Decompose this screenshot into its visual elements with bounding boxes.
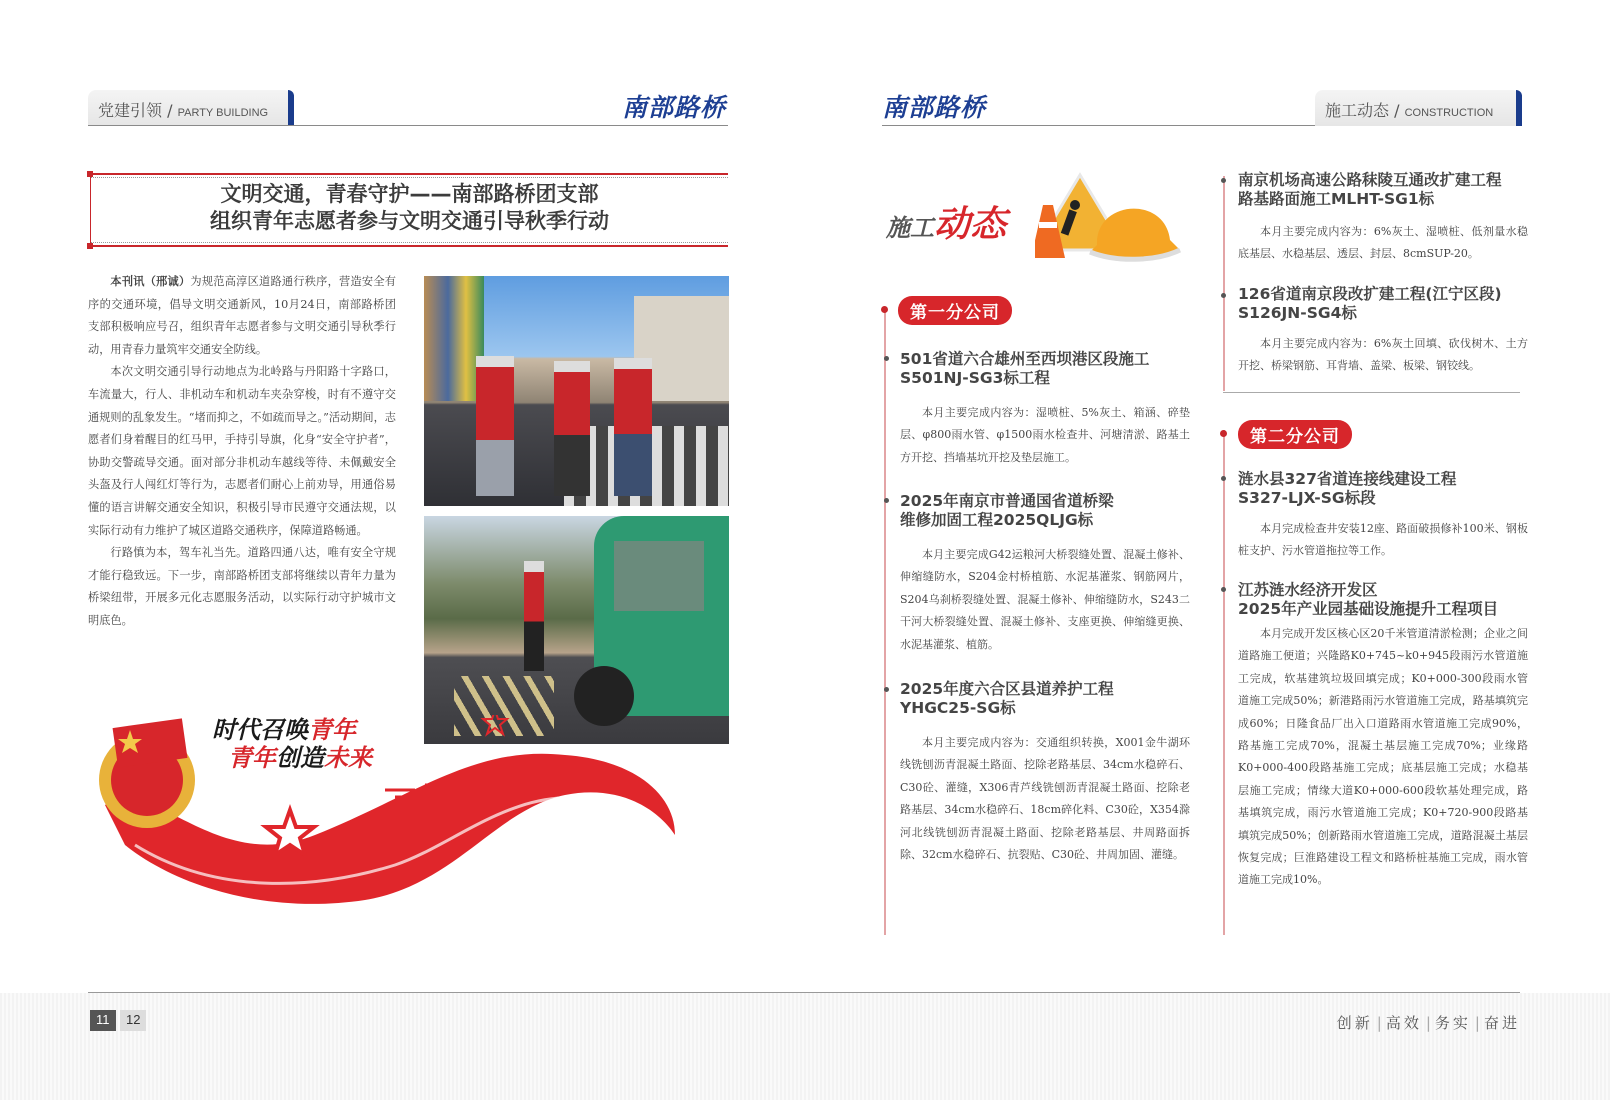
project-item [1238, 581, 1528, 892]
project-item [900, 350, 1190, 469]
project-title: 2025年度六合区县道养护工程 YHGC25-SG标 [900, 680, 1114, 717]
project-item [900, 492, 1190, 656]
construction-feature-title: 施工动态 [886, 204, 1007, 245]
project-title: 江苏涟水经济开发区 2025年产业园基础设施提升工程项目 [1238, 581, 1499, 618]
section-tab-cn: 施工动态 [1325, 101, 1390, 120]
column-divider [1223, 392, 1520, 393]
article-title-box [90, 173, 728, 247]
project-text: 本月主要完成内容为：交通组织转换，X001金牛湖环线铣刨沥青混凝土路面、挖除老路基层、34cm水稳碎石、C30砼、灌缝，X306青芦线铣刨沥青混凝土路面、挖除老路基层、34cm水稳碎石、18cm碎化料、C30砼，X354滁河北线铣刨沥青混凝土路面、挖除老路基层、井周路面拆除、32cm水稳碎石、抗裂贴、C30砼、井周加固、灌缝。 [900, 736, 1190, 862]
project-item [900, 680, 1190, 866]
page-number-left: 11 [90, 1010, 116, 1031]
project-text: 本月主要完成内容为：6%灰土、湿喷桩、低剂量水稳底基层、水稳基层、透层、封层、8cmSUP-20。 [1238, 225, 1528, 261]
project-text: 本月完成开发区核心区20千米管道清淤检测；企业之间道路施工便道；兴隆路K0+745~k0+945段雨污水管道施工完成，软基建筑垃圾回填完成；K0+000-300段雨水管道施工完成50%；新港路雨污水管道施工完成，路基填筑完成60%；日隆食品厂出入口道路雨水管道施工完成90%，路基施工完成70%，混凝土基层施工完成70%；业缘路K0+000-400段路基施工完成；底基层施工完成；水稳基层施工完成；情缘大道K0+000-600段软基处理完成，路基填筑完成，雨污水管道施工完成；K0+720-900段路基填筑完成50%；创新路雨水管道施工完成，道路混凝土基层恢复完成；巨淮路建设工程文和路桥桩基施工完成，雨水管道施工完成10%。 [1238, 627, 1528, 887]
bullet [1221, 293, 1226, 298]
timeline-line [1223, 176, 1225, 391]
banner-slogan: 时代召唤青年 青年创造未来 [212, 716, 372, 772]
section-tab-en: CONSTRUCTION [1404, 107, 1494, 119]
bullet [1221, 178, 1226, 183]
project-item [1238, 470, 1528, 563]
section-tab-party-building: 党建引领 / PARTY BUILDING [88, 90, 292, 126]
bullet [884, 356, 889, 361]
article-title: 文明交通，青春守护——南部路桥团支部 组织青年志愿者参与文明交通引导秋季行动 [210, 182, 609, 233]
section-tab-en: PARTY BUILDING [177, 107, 269, 119]
volunteer-street-photo [424, 516, 729, 744]
star-icon [483, 715, 507, 734]
bullet [1221, 587, 1226, 592]
footer-background [0, 993, 1610, 1100]
timeline-line [884, 310, 886, 935]
project-item [1238, 285, 1528, 378]
project-title: 2025年南京市普通国省道桥梁 维修加固工程2025QLJG标 [900, 492, 1114, 529]
company2-badge: 第二分公司 [1238, 420, 1352, 449]
header-divider-left [88, 125, 728, 126]
tab-edge-accent [1516, 90, 1522, 126]
project-text: 本月主要完成内容为：6%灰土回填、砍伐树木、土方开挖、桥梁钢筋、耳背墙、盖梁、板梁、钢铰线。 [1238, 337, 1528, 373]
timeline-line [1223, 430, 1225, 935]
project-title: 126省道南京段改扩建工程(江宁区段) S126JN-SG4标 [1238, 285, 1502, 322]
project-title: 501省道六合雄州至西坝港区段施工 S501NJ-SG3标工程 [900, 350, 1150, 387]
bullet [884, 498, 889, 503]
project-text: 本月完成检查井安装12座、路面破损修补100米、钢板桩支护、污水管道拖拉等工作。 [1238, 522, 1528, 558]
youth-ribbon-banner [95, 715, 695, 915]
footer-divider [88, 992, 1520, 993]
company1-badge: 第一分公司 [898, 296, 1012, 325]
tab-edge-accent [288, 90, 294, 126]
project-title: 涟水县327省道连接线建设工程 S327-LJX-SG标段 [1238, 470, 1457, 507]
article-paragraph: 行路慎为本，驾车礼当先。道路四通八达，唯有安全守规才能行稳致远。下一步，南部路桥团支部将继续以青年力量为桥梁纽带，开展多元化志愿服务活动，以实际行动守护城市文明底色。 [88, 546, 396, 627]
bullet [1221, 476, 1226, 481]
project-text: 本月主要完成内容为：湿喷桩、5%灰土、箱涵、碎垫层、φ800雨水管、φ1500雨水检查井、河塘清淤、路基土方开挖、挡墙基坑开挖及垫层施工。 [900, 406, 1190, 464]
timeline-dot [881, 306, 888, 313]
footer-slogan: 创新 | 高效 | 务实 | 奋进 [1336, 1014, 1520, 1032]
article-byline: 本刊讯（邢诚） [110, 274, 191, 288]
volunteer-group-photo [424, 276, 729, 506]
brand-logo-left: 南部路桥 [622, 93, 727, 122]
timeline-dot [1220, 430, 1227, 437]
section-tab-cn: 党建引领 [98, 101, 163, 120]
brand-logo-right: 南部路桥 [882, 93, 987, 122]
article-body: 本刊讯（邢诚）为规范高淳区道路通行秩序，营造安全有序的交通环境，倡导文明交通新风，10月24日，南部路桥团支部积极响应号召，组织青年志愿者参与文明交通引导秋季行动，用青春力量筑牢交通安全防线。 本次文明交通引导行动地点为北岭路与丹阳路十字路口，车流量大，行人、非机动车和机动车夹杂穿梭，时有不遵守交通规则的乱象发生。“堵而抑之，不如疏而导之。”活动期间，志愿者们身着醒目的红马甲，手持引导旗，化身“安全守护者”，协助交警疏导交通。面对部分非机动车越线等待、未佩戴安全头盔及行人闯红灯等行为，志愿者们耐心上前劝导，用通俗易懂的语言讲解交通安全知识，积极引导市民遵守交通法规，以实际行动有力维护了城区道路交通秩序，保障道路畅通。 行路慎为本，驾车礼当先。道路四通八达，唯有安全守规才能行稳致远。下一步，南部路桥团支部将继续以青年力量为桥梁纽带，开展多元化志愿服务活动，以实际行动守护城市文明底色。 [88, 270, 396, 633]
article-paragraph: 本次文明交通引导行动地点为北岭路与丹阳路十字路口，车流量大，行人、非机动车和机动车夹杂穿梭，时有不遵守交通规则的乱象发生。“堵而抑之，不如疏而导之。”活动期间，志愿者们身着醒目的红马甲，手持引导旗，化身“安全守护者”，协助交警疏导交通。面对部分非机动车越线等待、未佩戴安全头盔及行人闯红灯等行为，志愿者们耐心上前劝导，用通俗易懂的语言讲解交通安全知识，积极引导市民遵守交通法规，以实际行动有力维护了城区道路交通秩序，保障道路畅通。 [88, 365, 396, 537]
project-text: 本月主要完成G42运粮河大桥裂缝处置、混凝土修补、伸缩缝防水，S204金村桥植筋、水泥基灌浆、钢筋网片，S204乌刹桥裂缝处置、混凝土修补、伸缩缝防水，S243二干河大桥裂缝处置、混凝土修补、支座更换、伸缩缝更换、水泥基灌浆、植筋。 [900, 548, 1190, 651]
section-tab-construction: 施工动态 / CONSTRUCTION [1315, 90, 1520, 126]
project-item [1238, 171, 1528, 266]
page-number-right: 12 [120, 1010, 146, 1031]
bullet [884, 687, 889, 692]
construction-sign-helmet-icon [1035, 170, 1185, 270]
project-title: 南京机场高速公路秣陵互通改扩建工程 路基路面施工MLHT-SG1标 [1238, 171, 1502, 208]
